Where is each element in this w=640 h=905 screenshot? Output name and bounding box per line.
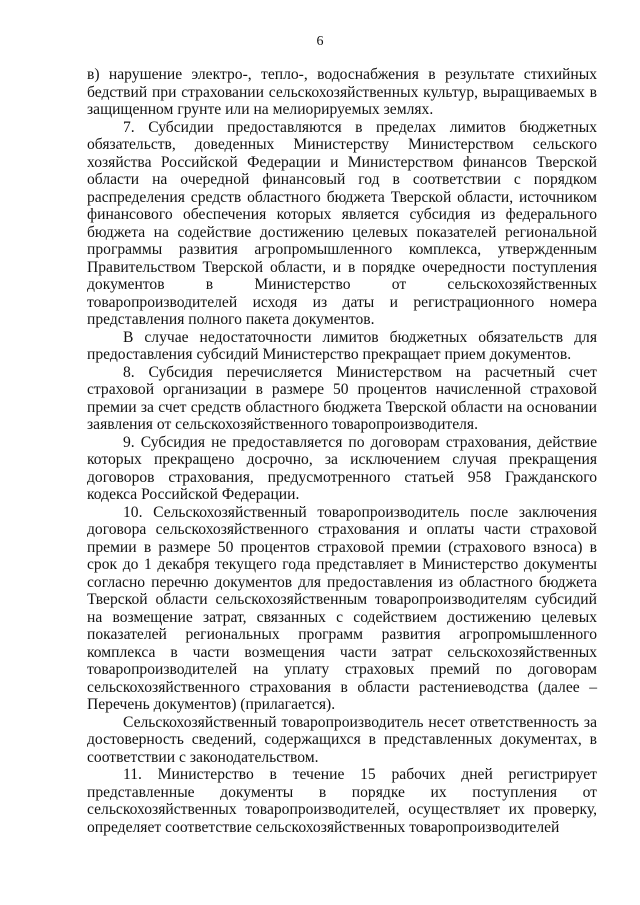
- document-body: [87, 66, 597, 836]
- paragraph-8: 8. Субсидия перечисляется Министерством на расчетный счет страховой организации в размере 50 процентов начисленной страховой премии за счет средств областного бюджета Тверской области на основании заявления от сельскохозяйственного товаропроизводителя.: [87, 363, 597, 433]
- paragraph-7: 7. Субсидии предоставляются в пределах лимитов бюджетных обязательств, доведенных Министерству Министерством сельского хозяйства Российской Федерации и Министерством финансов Тверской области на очередной финансовый год в соответствии с порядком распределения средств областного бюджета Тверской области, источником финансового обеспечения которых является субсидия из федерального бюджета на содействие достижению целевых показателей региональной программы развития агропромышленного комплекса, утвержденным Правительством Тверской области, и в порядке очередности поступления документов в Министерство от сельскохозяйственных товаропроизводителей исходя из даты и регистрационного номера представления полного пакета документов.: [87, 118, 597, 328]
- paragraph-10-responsibility: Сельскохозяйственный товаропроизводитель несет ответственность за достоверность сведений, содержащихся в представленных документах, в соответствии с законодательством.: [87, 713, 597, 766]
- page-number: 6: [316, 34, 324, 49]
- paragraph-11: 11. Министерство в течение 15 рабочих дней регистрирует представленные документы в порядке их поступления от сельскохозяйственных товаропроизводителей, осуществляет их проверку, определяет соответствие сельскохозяйственных товаропроизводителей: [87, 766, 597, 836]
- paragraph-subitem-v: в) нарушение электро-, тепло-, водоснабжения в результате стихийных бедствий при страховании сельскохозяйственных культур, выращиваемых в защищенном грунте или на мелиорируемых землях.: [87, 66, 597, 118]
- paragraph-9: 9. Субсидия не предоставляется по договорам страхования, действие которых прекращено досрочно, за исключением случая прекращения договоров страхования, предусмотренного статьей 958 Гражданского кодекса Российской Федерации.: [87, 433, 597, 503]
- paragraph-7-insufficient-limits: В случае недостаточности лимитов бюджетных обязательств для предоставления субсидий Министерство прекращает прием документов.: [87, 328, 597, 363]
- paragraph-10: 10. Сельскохозяйственный товаропроизводитель после заключения договора сельскохозяйственного страхования и оплаты части страховой премии в размере 50 процентов страховой премии (страхового взноса) в срок до 1 декабря текущего года представляет в Министерство документы согласно перечню документов для предоставления из областного бюджета Тверской области сельскохозяйственным товаропроизводителям субсидий на возмещение затрат, связанных с содействием достижению целевых показателей региональных программ развития агропромышленного комплекса в части возмещения части затрат сельскохозяйственных товаропроизводителей на уплату страховых премий по договорам сельскохозяйственного страхования в области растениеводства (далее – Перечень документов) (прилагается).: [87, 503, 597, 713]
